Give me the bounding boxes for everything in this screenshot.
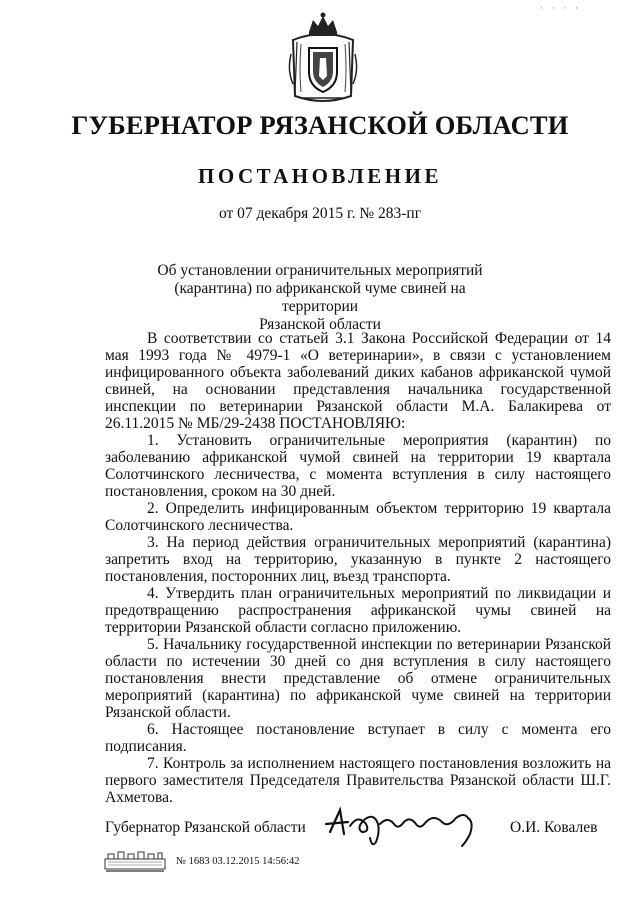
- signatory-name: О.И. Ковалев: [510, 819, 598, 836]
- registration-stamp: № 1683 03.12.2015 14:56:42: [176, 856, 300, 867]
- document-type: ПОСТАНОВЛЕНИЕ: [198, 164, 442, 188]
- document-subject: [150, 262, 490, 334]
- clause-paragraph: 4. Утвердить план ограничительных мероприятий по ликвидации и предотвращению распространения африканской чумы свиней на территории Рязанской области согласно приложению.: [105, 585, 611, 636]
- preamble-paragraph: В соответствии со статьей 3.1 Закона Российской Федерации от 14 мая 1993 года № 4979-1 «О ветеринарии», в связи с установлением инфицированного объекта заболеваний диких кабанов африканской чумой свиней, на основании представления начальника государственной инспекции по ветеринарии Рязанской области М.А. Балакирева от 26.11.2015 № МБ/29-2438 ПОСТАНОВЛЯЮ:: [105, 330, 611, 432]
- scan-marks: · · · ·: [540, 4, 582, 14]
- document-date-number: от 07 декабря 2015 г. № 283-пг: [218, 205, 422, 222]
- clause-paragraph: 3. На период действия ограничительных мероприятий (карантина) запретить вход на территорию, указанную в пункте 2 настоящего постановления, посторонних лиц, въезд транспорта.: [105, 534, 611, 585]
- subject-line: Рязанской области: [259, 316, 381, 333]
- issuing-authority: ГУБЕРНАТОР РЯЗАНСКОЙ ОБЛАСТИ: [71, 110, 569, 140]
- clause-paragraph: 7. Контроль за исполнением настоящего постановления возложить на первого заместителя Председателя Правительства Рязанской области Ш.Г. Ахметова.: [105, 755, 611, 806]
- signatory-title: Губернатор Рязанской области: [105, 819, 306, 836]
- document-body: [105, 330, 611, 806]
- registry-stamp-icon: [104, 850, 166, 874]
- clause-paragraph: 2. Определить инфицированным объектом территорию 19 квартала Солотчинского лесничества.: [105, 500, 611, 534]
- subject-line: Об установлении ограничительных мероприятий: [157, 262, 483, 279]
- clause-paragraph: 5. Начальнику государственной инспекции по ветеринарии Рязанской области по истечении 30 дней со дня вступления в силу настоящего постановления внести представление об отмене ограничительных мероприятий (карантина) по африканской чуме свиней на территории Рязанской области.: [105, 636, 611, 721]
- handwritten-signature: [318, 798, 490, 848]
- clause-paragraph: 1. Установить ограничительные мероприятия (карантин) по заболеванию африканской чумой свиней на территории 19 квартала Солотчинского лесничества, с момента вступления в силу настоящего постановления, сроком на 30 дней.: [105, 432, 611, 500]
- subject-line: (карантина) по африканской чуме свиней на территории: [174, 280, 466, 315]
- clause-paragraph: 6. Настоящее постановление вступает в силу с момента его подписания.: [105, 721, 611, 755]
- coat-of-arms-icon: [287, 10, 359, 106]
